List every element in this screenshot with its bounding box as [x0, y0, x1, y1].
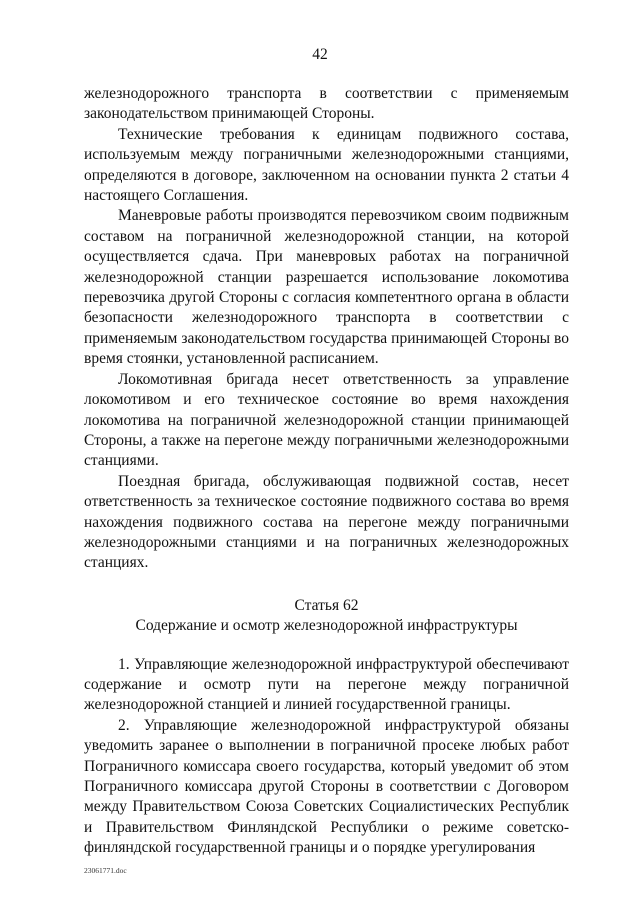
paragraph-train-crew: Поездная бригада, обслуживающая подвижной состав, несет ответственность за техническое состояние подвижного состава во время нахождения подвижного состава на перегоне между пограничными железнодорожными станциями и на пограничных железнодорожных станциях.: [84, 472, 569, 572]
paragraph-technical-requirements: Технические требования к единицам подвижного состава, используемым между пограничными железнодорожными станциями, определяются в договоре, заключенном на основании пункта 2 статьи 4 настоящего Соглашения.: [84, 125, 569, 205]
paragraph-shunting-operations: Маневровые работы производятся перевозчиком своим подвижным составом на пограничной железнодорожной станции, на которой осуществляется сдача. При маневровых работах на пограничной железнодорожной станции разрешается использование локомотива перевозчика другой Стороны с согласия компетентного органа в области безопасности железнодорожного транспорта в соответствии с применяемым законодательством государства принимающей Стороны во время стоянки, установленной расписанием.: [84, 207, 569, 368]
article-title: Содержание и осмотр железнодорожной инфраструктуры: [135, 617, 518, 635]
article-heading: [84, 596, 569, 637]
paragraph-locomotive-crew: Локомотивная бригада несет ответственность за управление локомотивом и его техническое состояние во время нахождения локомотива на пограничной железнодорожной станции принимающей Стороны, а также на перегоне между пограничными железнодорожными станциями.: [84, 370, 569, 470]
document-filename: 23061771.doc: [84, 866, 127, 875]
paragraph-clause-2: 2. Управляющие железнодорожной инфраструктурой обязаны уведомить заранее о выполнении в пограничной просеке любых работ Пограничного комиссара своего государства, который уведомит об этом Пограничного комиссара другой Стороны в соответствии с Договором между Правительством Союза Советских Социалистических Республик и Правительством Финляндской Республики о режиме советско-финляндской государственной границы и о порядке урегулирования: [84, 716, 569, 857]
article-number: Статья 62: [294, 596, 359, 614]
paragraph-continuation: железнодорожного транспорта в соответствии с применяемым законодательством принимающей Стороны.: [84, 85, 569, 123]
page-number: 42: [312, 46, 328, 63]
paragraph-clause-1: 1. Управляющие железнодорожной инфраструктурой обеспечивают содержание и осмотр пути на перегоне между пограничной железнодорожной станцией и линией государственной границы.: [84, 655, 569, 714]
document-body: [84, 84, 569, 859]
